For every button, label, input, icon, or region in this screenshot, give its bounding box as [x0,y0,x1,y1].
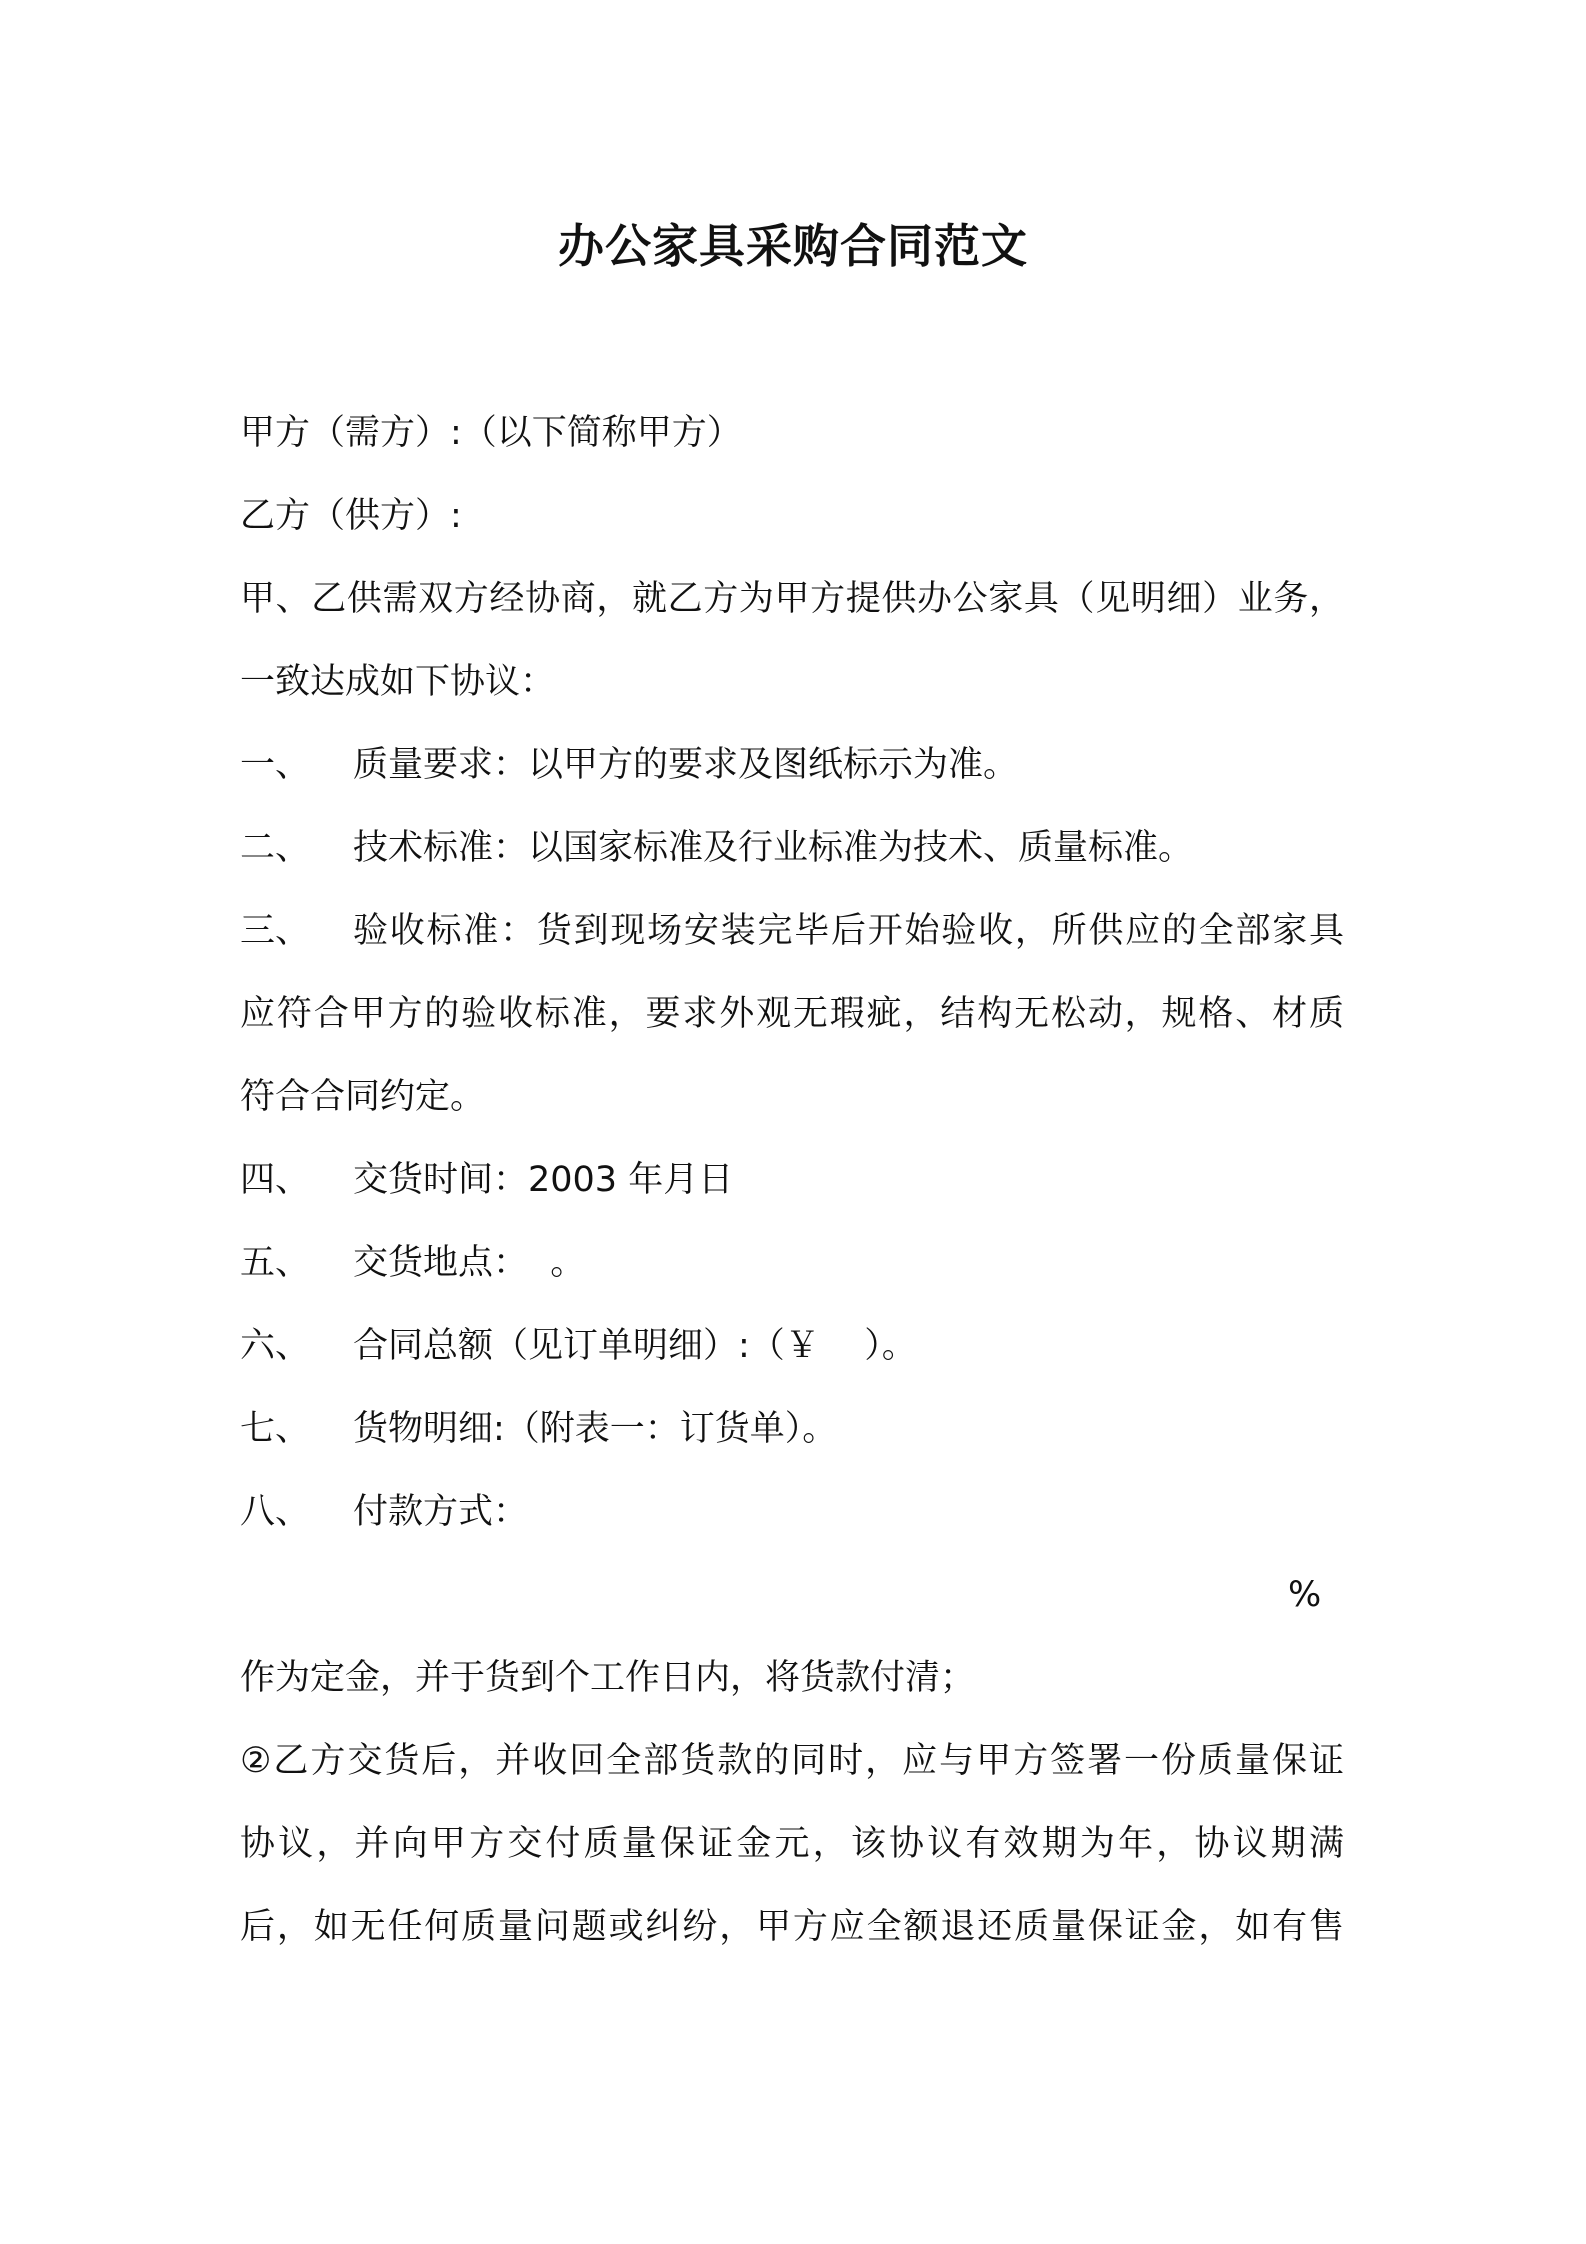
clause-text: 付款方式： [353,1492,529,1532]
clause-continuation-line: 符合合同约定。 [240,1077,486,1117]
payment-term-line: 协议，并向甲方交付质量保证金元，该协议有效期为年，协议期满 [240,1824,1344,1864]
party-a-line: 甲方（需方）:（以下简称甲方） [240,413,742,453]
clause-text: 交货地点： 。 [353,1243,586,1283]
clause-number: 二、 [240,828,311,868]
clause-text: 交货时间：2003 年月日 [353,1160,734,1200]
clause-text: 合同总额（见订单明细）:（￥ ）。 [353,1326,917,1366]
clause-number: 三、 [240,911,311,951]
document-body [240,392,1344,1969]
document-title: 办公家具采购合同范文 [558,219,1028,273]
clause-number: 一、 [240,745,311,785]
clause-goods-details [240,1388,1344,1471]
percent-sign: % [1288,1575,1322,1615]
payment-term-line: ②乙方交货后，并收回全部货款的同时，应与甲方签署一份质量保证 [240,1741,1344,1781]
clause-text: 货物明细:（附表一：订货单）。 [353,1409,838,1449]
clause-quality-requirements [240,724,1344,807]
payment-term-line [240,1554,1344,1637]
clause-text: 技术标准：以国家标准及行业标准为技术、质量标准。 [353,828,1194,868]
clause-acceptance-standards [240,890,1344,973]
clause-text: 质量要求：以甲方的要求及图纸标示为准。 [353,745,1019,785]
preamble-line: 一致达成如下协议： [240,662,556,702]
payment-term-line: 作为定金，并于货到个工作日内，将货款付清； [240,1658,976,1698]
clause-number: 五、 [240,1243,311,1283]
clause-technical-standards [240,807,1344,890]
clause-delivery-location [240,1222,1344,1305]
party-b-line: 乙方（供方）: [240,496,462,536]
preamble-line: 甲、乙供需双方经协商，就乙方为甲方提供办公家具（见明细）业务， [240,579,1344,619]
clause-delivery-time [240,1139,1344,1222]
clause-continuation-line: 应符合甲方的验收标准，要求外观无瑕疵，结构无松动，规格、材质 [240,994,1344,1034]
clause-number: 四、 [240,1160,311,1200]
clause-number: 七、 [240,1409,311,1449]
clause-contract-total [240,1305,1344,1388]
payment-term-line: 后，如无任何质量问题或纠纷，甲方应全额退还质量保证金，如有售 [240,1907,1344,1947]
clause-payment-method [240,1471,1344,1554]
clause-number: 八、 [240,1492,311,1532]
clause-number: 六、 [240,1326,311,1366]
clause-text: 验收标准：货到现场安装完毕后开始验收，所供应的全部家具 [353,911,1344,951]
